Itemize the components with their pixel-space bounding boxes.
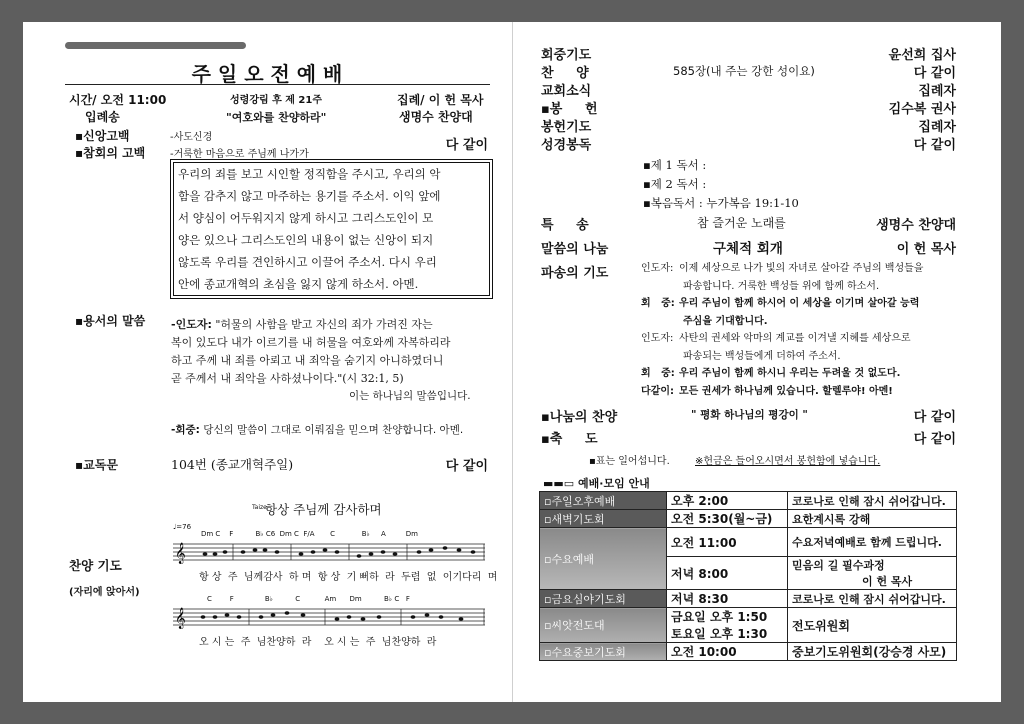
schedule-title: ▬▬▭ 예배·모임 안내 xyxy=(543,477,650,490)
presider: 집례/ 이 헌 목사 xyxy=(397,93,484,107)
reading-2: ▪제 2 독서 : xyxy=(643,177,707,191)
row-value: 585장(내 주는 강한 성이요) xyxy=(673,64,815,78)
schedule-time: 오전 5:30(월~금) xyxy=(667,510,788,528)
row-by: 집례자 xyxy=(918,84,956,99)
song-note: (자리에 앉아서) xyxy=(69,587,140,598)
title-bar xyxy=(65,42,246,49)
lyrics-line-2: 오 시 는 주 님찬양하 라 오 시 는 주 님찬양하 라 xyxy=(199,637,437,648)
staff-1 xyxy=(173,540,485,566)
schedule-note: 코로나로 인해 잠시 쉬어갑니다. xyxy=(788,590,957,608)
pardon-line: 하고 주께 내 죄를 아뢰고 내 죄악을 숨기지 아니하였더니 xyxy=(171,354,444,367)
row-label: 찬 양 xyxy=(541,66,589,81)
pardon-label: ▪용서의 말씀 xyxy=(75,314,146,328)
row-by: 윤선희 집사 xyxy=(888,48,956,63)
litany-who: 회 중: xyxy=(641,368,675,379)
special-song: 참 즐거운 노래를 xyxy=(697,216,786,230)
schedule-note: 전도위원회 xyxy=(788,608,957,643)
share-by: 다 같이 xyxy=(913,410,956,425)
litany-who: 다같이: xyxy=(641,385,674,397)
schedule-note xyxy=(788,557,957,590)
readings xyxy=(643,156,799,213)
page-divider xyxy=(512,22,513,702)
schedule-note: 수요저녁예배로 함께 드립니다. xyxy=(788,528,957,557)
row-by: 집례자 xyxy=(918,120,956,135)
order-rows xyxy=(541,44,956,152)
schedule-note-line: 믿음의 길 필수과정 xyxy=(792,559,885,572)
schedule-note-line: 이 헌 목사 xyxy=(862,575,913,588)
footnote-standing: ▪표는 일어섭니다. xyxy=(589,456,670,467)
schedule-time: 저녁 8:00 xyxy=(667,557,788,590)
confession-together: 다 같이 xyxy=(445,138,488,153)
service-title: 주 일 오 전 예 배 xyxy=(191,62,343,86)
row-label: 성경봉독 xyxy=(541,138,592,153)
schedule-name: ▫수요중보기도회 xyxy=(540,643,667,661)
table-row xyxy=(540,590,957,608)
special-label: 특 송 xyxy=(541,218,589,233)
schedule-time: 오전 11:00 xyxy=(667,528,788,557)
pardon-leader: -인도자: xyxy=(171,318,212,331)
bless-by: 다 같이 xyxy=(913,432,956,447)
row-by: 다 같이 xyxy=(913,66,956,81)
title-rule xyxy=(65,84,490,85)
chords-line-2: C F B♭ C Am Dm B♭ C F xyxy=(207,595,410,603)
sermon-preacher: 이 헌 목사 xyxy=(896,242,956,257)
svg-text:𝄞: 𝄞 xyxy=(175,608,186,629)
litany-text: 파송되는 백성들에게 더하여 주소서. xyxy=(683,350,841,362)
pardon-end: 이는 하나님의 말씀입니다. xyxy=(349,390,471,402)
confession-box xyxy=(173,162,490,296)
litany-who: 인도자: xyxy=(641,333,674,344)
schedule-time: 오전 10:00 xyxy=(667,643,788,661)
table-row xyxy=(540,510,957,528)
song-tag: Taize xyxy=(252,504,267,511)
confession-line: 양은 있으나 그리스도인의 내용이 없는 신앙이 되지 xyxy=(178,233,434,247)
schedule-name: ▫금요심야기도회 xyxy=(540,590,667,608)
sermon-theme: "여호와를 찬양하라" xyxy=(226,111,327,124)
reading-1: ▪제 1 독서 : xyxy=(643,158,707,172)
row-label: 교회소식 xyxy=(541,84,592,99)
confession-note: -거룩한 마음으로 주님께 나가가 xyxy=(170,149,309,160)
creed-label: ▪신앙고백 xyxy=(75,129,130,143)
share-label: ▪나눔의 찬양 xyxy=(541,410,618,425)
bulletin-page xyxy=(23,22,1001,702)
confession-line: 함을 감추지 않고 마주하는 용기를 주소서. 이익 앞에 xyxy=(178,189,441,203)
confession-line: 우리의 죄를 보고 시인할 정직함을 주시고, 우리의 악 xyxy=(178,167,441,181)
liturgical-season: 성령강림 후 제 21주 xyxy=(230,95,322,106)
pardon-response-label: -회중: xyxy=(171,424,200,436)
footnote-offering: ※헌금은 들어오시면서 봉헌함에 넣습니다. xyxy=(695,456,881,467)
litany xyxy=(641,260,959,400)
table-row xyxy=(540,643,957,661)
share-song: " 평화 하나님의 평강이 " xyxy=(691,409,808,421)
pardon-response xyxy=(171,422,463,437)
hymn-label: ▪교독문 xyxy=(75,458,118,472)
litany-text: 우리 주님이 함께 하시니 우리는 두려울 것 없도다. xyxy=(679,368,901,379)
bless-label: ▪축 도 xyxy=(541,432,598,447)
litany-who: 회 중: xyxy=(641,298,675,309)
creed-note: -사도신경 xyxy=(170,132,213,143)
table-row xyxy=(540,492,957,510)
row-by: 김수복 권사 xyxy=(888,102,956,117)
reading-gospel: ▪복음독서 : 누가복음 19:1-10 xyxy=(643,196,799,210)
chords-line-1: Dm C F B♭ C6 Dm C F/A C B♭ A Dm xyxy=(201,530,418,538)
schedule-note: 요한계시록 강해 xyxy=(788,510,957,528)
pardon-line: 곧 주께서 내 죄악을 사하셨나이다."(시 32:1, 5) xyxy=(171,372,404,385)
litany-who: 인도자: xyxy=(641,263,674,274)
schedule-time xyxy=(667,608,788,643)
pardon-response-text: 당신의 말씀이 그대로 이뤄짐을 믿으며 찬양합니다. 아멘. xyxy=(203,424,464,436)
row-label: 회중기도 xyxy=(541,48,592,63)
pardon-line: 복이 있도다 내가 이르기를 내 허물을 여호와께 자복하리라 xyxy=(171,336,451,349)
sending-label: 파송의 기도 xyxy=(541,266,609,281)
litany-text: 이제 세상으로 나가 빛의 자녀로 살아갈 주님의 백성들을 xyxy=(679,263,924,274)
schedule-time-line: 금요일 오후 1:50 xyxy=(671,610,768,624)
row-by: 다 같이 xyxy=(913,138,956,153)
row-label: 봉헌기도 xyxy=(541,120,592,135)
confession-label: ▪참회의 고백 xyxy=(75,146,146,160)
schedule-time: 오후 2:00 xyxy=(667,492,788,510)
schedule-name: ▫주일오후예배 xyxy=(540,492,667,510)
staff-2 xyxy=(173,605,485,631)
sermon-label: 말씀의 나눔 xyxy=(541,242,609,257)
schedule-note: 코로나로 인해 잠시 쉬어갑니다. xyxy=(788,492,957,510)
schedule-name: ▫새벽기도회 xyxy=(540,510,667,528)
schedule-time: 저녁 8:30 xyxy=(667,590,788,608)
schedule-time-line: 토요일 오후 1:30 xyxy=(671,627,768,641)
svg-text:𝄞: 𝄞 xyxy=(175,543,186,564)
row-label: ▪봉 헌 xyxy=(541,102,598,117)
pardon-line: "허물의 사함을 받고 자신의 죄가 가려진 자는 xyxy=(215,318,433,331)
schedule-name: ▫씨앗전도대 xyxy=(540,608,667,643)
table-row xyxy=(540,608,957,643)
litany-text: 우리 주님이 함께 하시어 이 세상을 이기며 살아갈 능력 xyxy=(679,298,920,309)
schedule-note: 중보기도위원회(강승경 사모) xyxy=(788,643,957,661)
song-tempo: ♩=76 xyxy=(173,523,192,531)
hymn-together: 다 같이 xyxy=(445,459,488,474)
table-row xyxy=(540,528,957,557)
entrance-choir: 생명수 찬양대 xyxy=(399,110,473,124)
hymn-text: 104번 (종교개혁주일) xyxy=(171,457,294,472)
service-time: 시간/ 오전 11:00 xyxy=(69,93,167,107)
confession-line: 안에 종교개혁의 초심을 잃지 않게 하소서. 아멘. xyxy=(178,277,419,291)
schedule-table xyxy=(539,491,957,661)
litany-text: 파송합니다. 거룩한 백성들 위에 함께 하소서. xyxy=(683,280,880,292)
song-title: 항상 주님께 감사하며 xyxy=(265,502,382,517)
sermon-title: 구체적 회개 xyxy=(713,241,783,257)
schedule-name: ▫수요예배 xyxy=(540,528,667,590)
litany-text: 주심을 기대합니다. xyxy=(683,315,768,327)
song-label: 찬양 기도 xyxy=(69,558,122,573)
confession-line: 서 양심이 어두워지지 않게 하시고 그리스도인이 모 xyxy=(178,211,434,225)
entrance-label: 입례송 xyxy=(85,110,120,124)
litany-text: 사탄의 권세와 악마의 계교를 이겨낼 지혜를 세상으로 xyxy=(679,333,911,344)
lyrics-line-1: 항 상 주 님께감사 하 며 항 상 기 뻐하 라 두렴 없 이기다리 며 xyxy=(199,572,498,583)
special-by: 생명수 찬양대 xyxy=(876,218,956,233)
litany-text: 모든 권세가 하나님께 있습니다. 할렐루야! 아멘! xyxy=(679,385,893,397)
confession-line: 않도록 우리를 견인하시고 이끌어 주소서. 다시 우리 xyxy=(178,255,437,269)
pardon-text xyxy=(171,316,491,388)
